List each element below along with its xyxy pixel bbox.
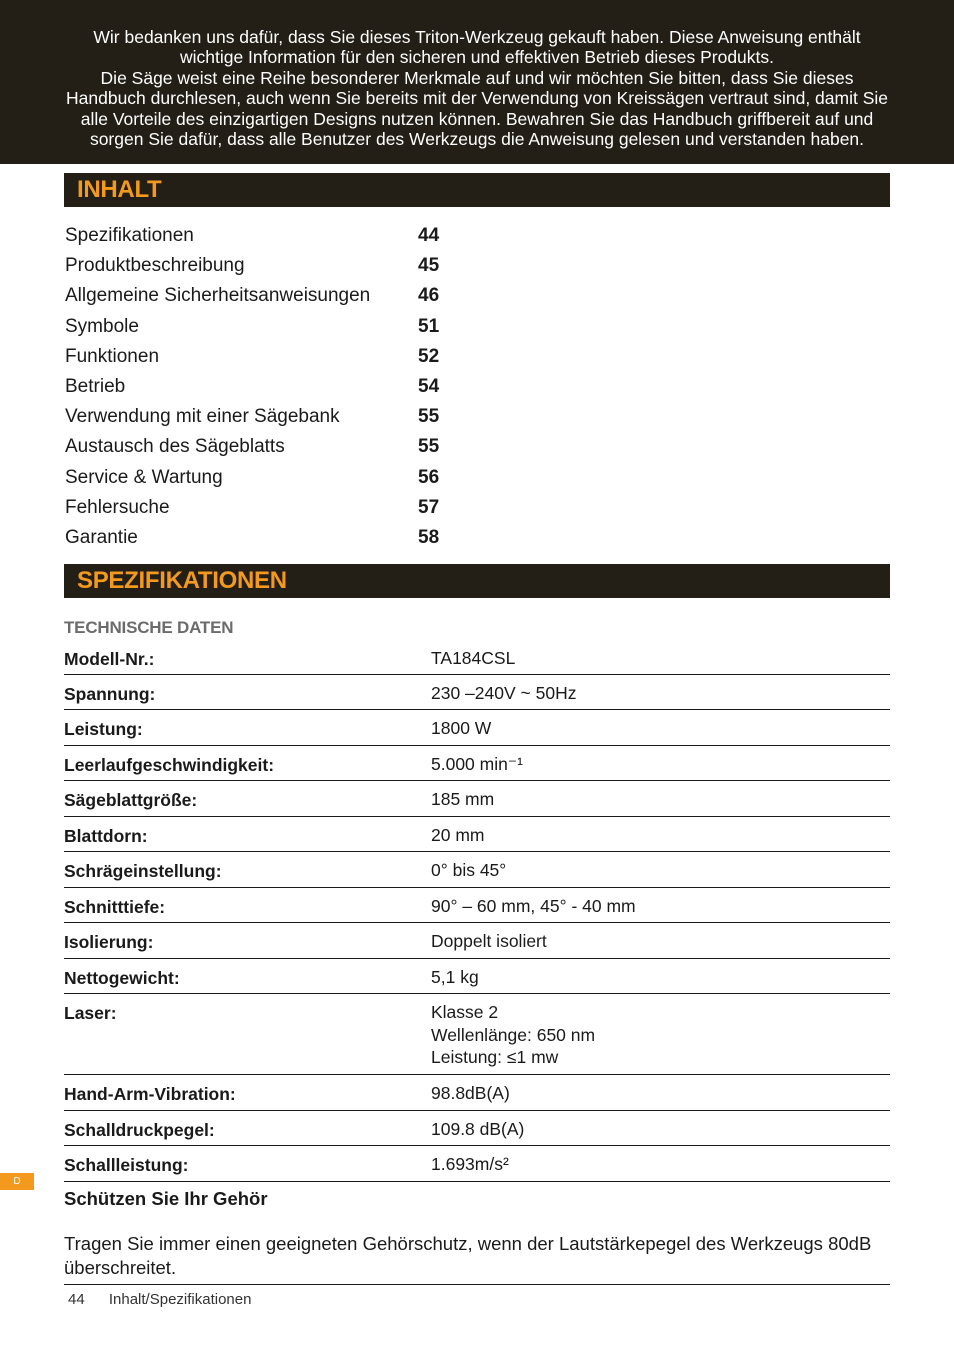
specifications-heading: SPEZIFIKATIONEN [64,564,890,598]
toc-item-page: 52 [418,345,440,367]
spec-label: Laser: [64,1003,117,1023]
spec-row [64,888,890,923]
toc-item-page: 56 [418,466,440,488]
toc-item [65,281,485,311]
footer-section-label: Inhalt/Spezifikationen [108,1291,252,1308]
spec-row [64,852,890,888]
spec-row [64,1111,890,1146]
spec-row [64,746,890,781]
spec-row [64,781,890,817]
spec-value [431,717,491,740]
toc-item-page: 51 [418,315,440,337]
intro-paragraph-2: Die Säge weist eine Reihe besonderer Merkmale auf und wir möchten Sie bitten, dass Sie dieses Handbuch durchlesen, auch wenn Sie bereits mit der Verwendung von Kreissägen vertraut sind, damit Sie alle Vorteile des einzigartigen Designs nutzen können. Bewahren Sie das Handbuch griffbereit auf und sorgen Sie dafür, dass alle Benutzer des Werkzeugs die Anweisung gelesen und verstanden haben. [66,67,888,150]
table-of-contents [65,221,485,553]
toc-item-page: 55 [418,436,440,458]
spec-row [64,645,890,675]
spec-value-line: 230 –240V ~ 50Hz [431,683,577,703]
toc-item-title: Austausch des Sägeblatts [65,436,285,458]
spec-value-line: Leistung: ≤1 mw [431,1047,559,1067]
spec-value [431,682,576,705]
toc-item-title: Betrieb [65,375,126,397]
spec-label: Blattdorn: [64,826,148,846]
spec-label: Schallleistung: [64,1155,189,1175]
spec-row [64,959,890,994]
footer-divider [64,1284,890,1285]
spec-label: Schrägeinstellung: [64,861,222,881]
toc-item [65,342,485,372]
toc-item-page: 44 [418,225,440,246]
spec-row [64,710,890,746]
spec-value [431,1118,524,1141]
spec-row [64,994,890,1075]
toc-item-page: 54 [418,375,440,397]
toc-item [65,432,485,462]
toc-item [65,372,485,402]
hearing-protection-text: Tragen Sie immer einen geeigneten Gehörschutz, wenn der Lautstärkepegel des Werkzeugs 80dB überschreitet. [64,1233,872,1278]
spec-label: Sägeblattgröße: [64,790,198,810]
toc-item-page: 55 [418,406,440,428]
spec-value-line: 1.693m/s² [431,1154,509,1174]
toc-item [65,493,485,523]
toc-item [65,251,485,281]
toc-item-title: Funktionen [65,345,160,367]
spec-row [64,1075,890,1111]
language-tab: D [0,1173,34,1190]
toc-item [65,402,485,432]
spec-row [64,675,890,710]
spec-value-line: 90° – 60 mm, 45° - 40 mm [431,896,636,916]
spec-value [431,788,494,811]
spec-value-line: 109.8 dB(A) [431,1119,525,1139]
spec-row [64,923,890,959]
toc-item-title: Allgemeine Sicherheitsanweisungen [65,285,371,307]
spec-row [64,817,890,852]
spec-value-line: Doppelt isoliert [431,931,547,951]
spec-value [431,1082,510,1105]
toc-item-page: 57 [418,496,440,518]
toc-item-title: Symbole [65,315,139,337]
toc-item [65,463,485,493]
spec-value [431,753,523,776]
spec-value [431,859,506,882]
spec-label: Spannung: [64,684,156,704]
toc-item [65,312,485,342]
toc-item-title: Verwendung mit einer Sägebank [65,406,340,428]
spec-value-line: 5,1 kg [431,967,479,987]
hearing-protection-section [64,1188,890,1280]
toc-item-title: Spezifikationen [65,225,194,246]
toc-item-title: Produktbeschreibung [65,255,245,277]
spec-label: Isolierung: [64,932,154,952]
toc-item-title: Garantie [65,526,138,548]
spec-row [64,1146,890,1182]
spec-value-line: 5.000 min⁻¹ [431,754,523,774]
page-footer [68,1291,251,1308]
spec-value-line: 0° bis 45° [431,860,507,880]
spec-value [431,647,515,670]
technical-data-subheading: TECHNISCHE DATEN [64,618,234,637]
spec-value [431,824,484,847]
spec-value [431,1001,595,1069]
spec-value-line: 185 mm [431,789,495,809]
toc-item [65,221,485,251]
toc-item-page: 45 [418,255,440,277]
contents-heading: INHALT [64,173,890,207]
page-number: 44 [68,1291,85,1308]
toc-item-title: Fehlersuche [65,496,170,518]
spec-value [431,930,547,953]
spec-label: Leerlaufgeschwindigkeit: [64,755,275,775]
spec-value-line: 98.8dB(A) [431,1083,510,1103]
spec-value-line: 1800 W [431,718,492,738]
toc-item [65,523,485,553]
spec-value [431,1153,509,1176]
toc-item-title: Service & Wartung [65,466,223,488]
hearing-protection-title: Schützen Sie Ihr Gehör [64,1188,268,1209]
specifications-table [64,645,890,1182]
spec-value-line: 20 mm [431,825,485,845]
spec-value [431,966,479,989]
intro-box [0,0,954,164]
intro-paragraph-1: Wir bedanken uns dafür, dass Sie dieses Triton-Werkzeug gekauft haben. Diese Anweisung enthält wichtige Information für den sicheren und effektiven Betrieb dieses Produkts. [93,27,861,68]
toc-item-page: 58 [418,526,440,548]
spec-value [431,895,636,918]
spec-label: Leistung: [64,719,143,739]
toc-item-page: 46 [418,285,440,307]
spec-label: Modell-Nr.: [64,649,155,669]
spec-label: Schalldruckpegel: [64,1120,215,1140]
spec-label: Schnitttiefe: [64,897,166,917]
spec-label: Hand-Arm-Vibration: [64,1084,236,1104]
spec-value-line: TA184CSL [431,648,516,668]
spec-value-line: Klasse 2 [431,1002,499,1022]
spec-value-line: Wellenlänge: 650 nm [431,1024,596,1045]
spec-label: Nettogewicht: [64,968,180,988]
